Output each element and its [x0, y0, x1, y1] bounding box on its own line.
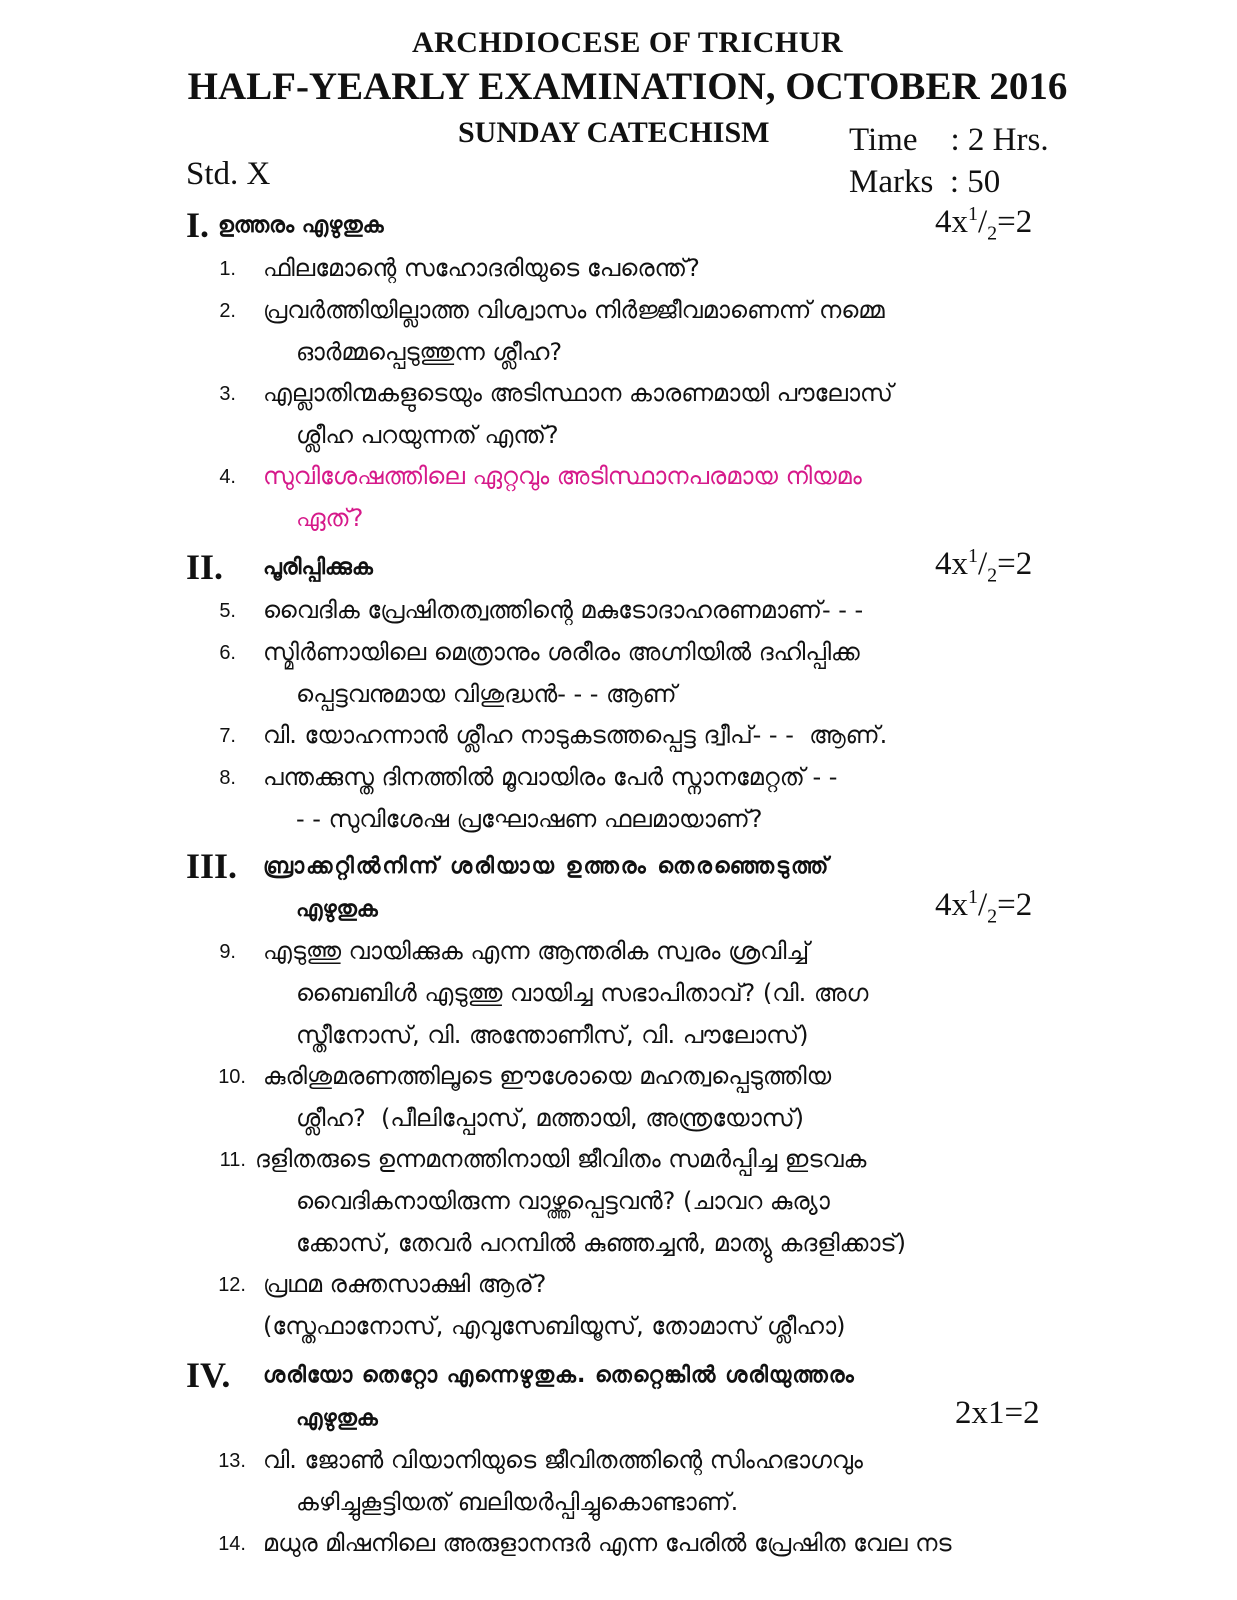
- question-text: ബൈബിൾ എടുത്തു വായിച്ച സഭാപിതാവ്? (വി. അഗ: [296, 979, 869, 1007]
- section-4-marks: 2x1=2: [955, 1395, 1040, 1431]
- question-text: പ്രവർത്തിയില്ലാത്ത വിശ്വാസം നിർജ്ജീവമാണെന്ന് നമ്മെ: [263, 296, 885, 324]
- question-text: മധുര മിഷനിലെ അരുളാനന്ദർ എന്ന പേരിൽ പ്രേഷിത വേല നട: [263, 1529, 952, 1557]
- section-1-title: ഉത്തരം എഴുതുക: [218, 213, 384, 238]
- section-1-marks: $4x^1/_2=2$: [935, 203, 1033, 245]
- standard-label: Std. X: [186, 156, 271, 192]
- time-label: Time : 2 Hrs.: [849, 122, 1049, 158]
- question-text: എടുത്തു വായിക്കുക എന്ന ആന്തരിക സ്വരം ശ്രവിച്ച്: [263, 937, 810, 965]
- question-number: 14.: [218, 1533, 246, 1555]
- question-text: കഴിച്ചുകൂട്ടിയത് ബലിയർപ്പിച്ചുകൊണ്ടാണ്.: [296, 1488, 739, 1516]
- section-2-title: പൂരിപ്പിക്കുക: [263, 555, 373, 580]
- question-text: ശ്ലീഹ പറയുന്നത് എന്ത്?: [296, 421, 559, 449]
- question-number: 5.: [219, 600, 236, 622]
- section-2-marks: $4x^1/_2=2$: [935, 545, 1033, 587]
- question-text: പ്രഥമ രക്തസാക്ഷി ആര്?: [263, 1270, 547, 1298]
- section-4-title: ശരിയോ തെറ്റോ എന്നെഴുതുക. തെറ്റെങ്കിൽ ശരിയുത്തരം: [263, 1363, 855, 1388]
- question-text: വി. ജോൺ വിയാനിയുടെ ജീവിതത്തിന്റെ സിംഹഭാഗവും: [263, 1446, 863, 1474]
- section-3-marks: $4x^1/_2=2$: [935, 886, 1033, 928]
- question-text: ദളിതരുടെ ഉന്നമനത്തിനായി ജീവിതം സമർപ്പിച്ച ഇടവക: [255, 1145, 867, 1173]
- question-number: 9.: [219, 941, 236, 963]
- section-3-number: III.: [186, 846, 238, 886]
- question-text: പ്പെട്ടവനുമായ വിശുദ്ധൻ- - - ആണ്: [296, 680, 677, 708]
- question-number: 4.: [219, 466, 236, 488]
- question-number: 10.: [218, 1066, 246, 1088]
- question-text: (സ്തേഫാനോസ്, എവുസേബിയൂസ്, തോമാസ് ശ്ലീഹാ): [263, 1312, 846, 1340]
- question-text: സ്മിർണായിലെ മെത്രാനും ശരീരം അഗ്നിയിൽ ദഹിപ്പിക്ക: [263, 638, 860, 666]
- section-3-title-continued: എഴുതുക: [296, 897, 378, 922]
- question-number: 3.: [219, 383, 236, 405]
- question-text: സ്തീനോസ്, വി. അന്തോണീസ്, വി. പൗലോസ്): [296, 1021, 809, 1049]
- question-number: 7.: [219, 725, 236, 747]
- question-number: 2.: [219, 300, 236, 322]
- archdiocese-title: ARCHDIOCESE OF TRICHUR: [411, 26, 844, 59]
- question-text: ഓർമ്മപ്പെടുത്തുന്ന ശ്ലീഹ?: [296, 338, 563, 366]
- section-2-number: II.: [186, 547, 224, 587]
- question-text: ക്കോസ്, തേവർ പറമ്പിൽ കുഞ്ഞച്ചൻ, മാത്യു കദളിക്കാട്): [296, 1229, 907, 1257]
- question-text: ശ്ലീഹ? (പീലിപ്പോസ്, മത്തായി, അന്ത്രയോസ്): [296, 1104, 805, 1132]
- section-4-title-continued: എഴുതുക: [296, 1406, 378, 1431]
- question-number: 11.: [219, 1149, 246, 1171]
- section-3-title: ബ്രാക്കറ്റിൽനിന്ന് ശരിയായ ഉത്തരം തെരഞ്ഞെടുത്ത്: [263, 854, 831, 879]
- exam-title: HALF-YEARLY EXAMINATION, OCTOBER 2016: [187, 65, 1068, 108]
- question-number: 13.: [218, 1450, 246, 1472]
- question-text: ഫിലമോന്റെ സഹോദരിയുടെ പേരെന്ത്?: [263, 254, 700, 282]
- section-1-number: I.: [186, 205, 210, 245]
- question-text: പന്തക്കുസ്ത ദിനത്തിൽ മൂവായിരം പേർ സ്നാനമേറ്റത് - -: [263, 763, 838, 791]
- marks-label: Marks : 50: [849, 164, 1001, 200]
- subject-title: SUNDAY CATECHISM: [458, 116, 770, 149]
- question-text-highlighted: ഏത്?: [296, 504, 364, 532]
- question-number: 1.: [219, 258, 236, 280]
- question-text: കുരിശുമരണത്തിലൂടെ ഈശോയെ മഹത്വപ്പെടുത്തിയ: [263, 1062, 832, 1090]
- question-text: എല്ലാതിന്മകളുടെയും അടിസ്ഥാന കാരണമായി പൗലോസ്: [263, 379, 893, 407]
- question-text: വൈദിക പ്രേഷിതത്വത്തിന്റെ മകുടോദാഹരണമാണ്- - -: [263, 596, 864, 624]
- section-4-number: IV.: [186, 1355, 231, 1395]
- question-text: വി. യോഹന്നാൻ ശ്ലീഹ നാടുകടത്തപ്പെട്ട ദ്വീപ്- - - ആണ്.: [263, 721, 888, 749]
- question-number: 6.: [219, 642, 236, 664]
- question-text: വൈദികനായിരുന്ന വാഴ്ത്തപ്പെട്ടവൻ? (ചാവറ കുര്യാ: [296, 1187, 830, 1215]
- question-number: 12.: [218, 1274, 246, 1296]
- question-number: 8.: [219, 767, 236, 789]
- question-text: - - സുവിശേഷ പ്രഘോഷണ ഫലമായാണ്?: [296, 805, 763, 833]
- question-text-highlighted: സുവിശേഷത്തിലെ ഏറ്റവും അടിസ്ഥാനപരമായ നിയമം: [263, 462, 862, 490]
